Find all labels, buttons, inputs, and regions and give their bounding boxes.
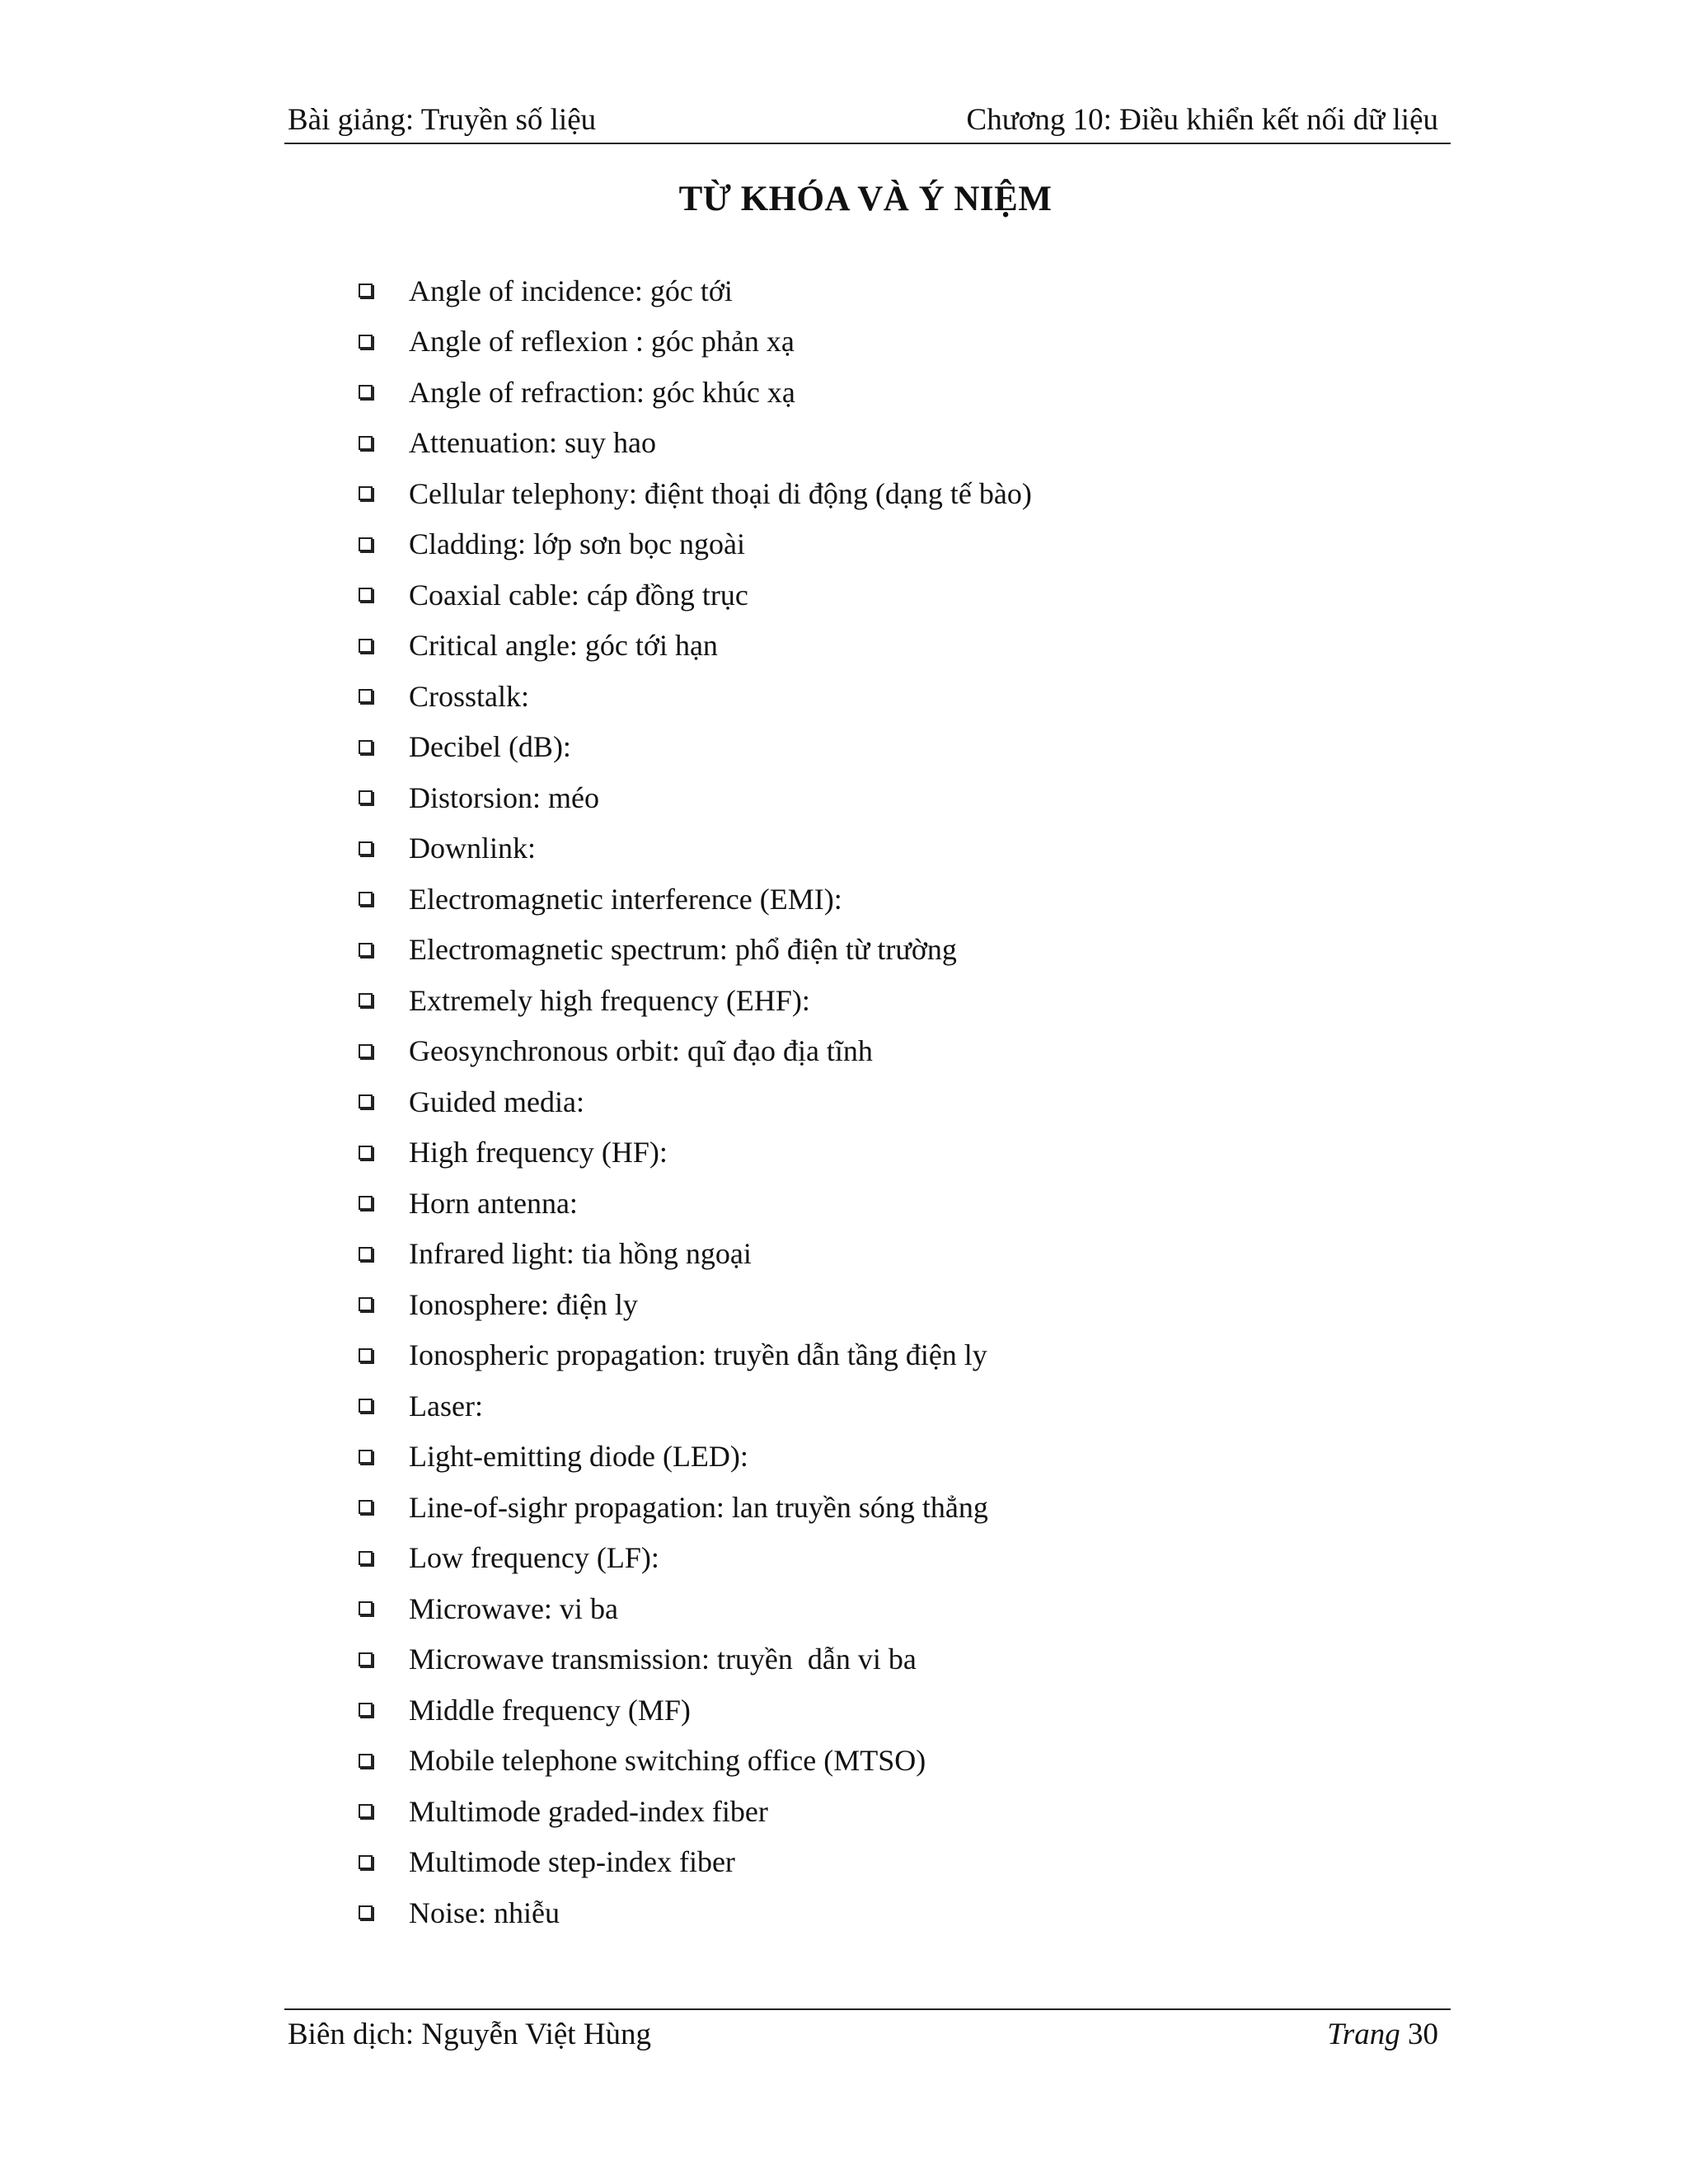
checkbox-bullet-icon (359, 1399, 373, 1413)
checkbox-bullet-icon (359, 1551, 373, 1565)
list-item (359, 468, 1032, 519)
checkbox-bullet-icon (359, 537, 373, 551)
list-item (359, 722, 1032, 773)
header-course-title: Bài giảng: Truyền số liệu (288, 103, 597, 137)
list-item (359, 569, 1032, 621)
checkbox-bullet-icon (359, 1146, 373, 1160)
list-item-text: Ionospheric propagation: truyền dẫn tầng điện ly (409, 1338, 987, 1372)
checkbox-bullet-icon (359, 1297, 373, 1311)
checkbox-bullet-icon (359, 790, 373, 804)
list-item-text: Critical angle: góc tới hạn (409, 629, 718, 663)
list-item-text: Attenuation: suy hao (409, 426, 656, 460)
list-item-text: Guided media: (409, 1085, 584, 1118)
list-item (359, 1330, 1032, 1381)
list-item (359, 925, 1032, 976)
checkbox-bullet-icon (359, 943, 373, 957)
list-item (359, 1786, 1032, 1837)
list-item-text: Distorsion: méo (409, 780, 599, 814)
checkbox-bullet-icon (359, 1247, 373, 1261)
list-item (359, 1076, 1032, 1127)
footer-page-number (1327, 2010, 1438, 2060)
checkbox-bullet-icon (359, 892, 373, 906)
checkbox-bullet-icon (359, 1703, 373, 1717)
list-item-text: Mobile telephone switching office (MTSO) (409, 1744, 926, 1778)
list-item-text: Light-emitting diode (LED): (409, 1440, 748, 1474)
checkbox-bullet-icon (359, 993, 373, 1007)
checkbox-bullet-icon (359, 841, 373, 855)
list-item (359, 1837, 1032, 1888)
list-item (359, 1279, 1032, 1330)
list-item (359, 874, 1032, 925)
list-item (359, 1533, 1032, 1584)
page-footer (284, 2008, 1451, 2060)
list-item-text: Extremely high frequency (EHF): (409, 983, 810, 1017)
list-item (359, 823, 1032, 874)
list-item (359, 1482, 1032, 1533)
footer-translator: Biên dịch: Nguyễn Việt Hùng (288, 2018, 652, 2051)
checkbox-bullet-icon (359, 588, 373, 602)
list-item-text: Laser: (409, 1389, 483, 1422)
checkbox-bullet-icon (359, 486, 373, 500)
list-item (359, 1026, 1032, 1077)
list-item-text: Multimode graded-index fiber (409, 1794, 768, 1828)
list-item-text: Angle of refraction: góc khúc xạ (409, 375, 795, 409)
list-item-text: Geosynchronous orbit: quĩ đạo địa tĩnh (409, 1034, 873, 1068)
list-item (359, 367, 1032, 418)
list-item-text: High frequency (HF): (409, 1136, 668, 1169)
list-item-text: Angle of incidence: góc tới (409, 274, 733, 307)
list-item-text: Electromagnetic spectrum: phổ điện từ trường (409, 933, 957, 967)
checkbox-bullet-icon (359, 740, 373, 754)
list-item-text: Crosstalk: (409, 679, 530, 713)
checkbox-bullet-icon (359, 1905, 373, 1919)
checkbox-bullet-icon (359, 284, 373, 298)
list-item (359, 671, 1032, 722)
checkbox-bullet-icon (359, 1094, 373, 1108)
list-item (359, 265, 1032, 316)
list-item-text: Microwave transmission: truyền dẫn vi ba (409, 1643, 917, 1676)
checkbox-bullet-icon (359, 1754, 373, 1768)
list-item (359, 975, 1032, 1026)
checkbox-bullet-icon (359, 1652, 373, 1666)
list-item (359, 1685, 1032, 1736)
list-item-text: Middle frequency (MF) (409, 1693, 691, 1727)
list-item (359, 418, 1032, 469)
list-item (359, 1127, 1032, 1179)
list-item (359, 1736, 1032, 1787)
checkbox-bullet-icon (359, 1450, 373, 1464)
list-item-text: Cladding: lớp sơn bọc ngoài (409, 527, 746, 561)
list-item-text: Angle of reflexion : góc phản xạ (409, 325, 795, 359)
list-item (359, 621, 1032, 672)
list-item-text: Cellular telephony: điệnt thoại di động (dạng tế bào) (409, 476, 1032, 510)
page-header (284, 97, 1451, 144)
list-item (359, 519, 1032, 570)
list-item-text: Electromagnetic interference (EMI): (409, 882, 842, 916)
list-item (359, 316, 1032, 368)
list-item-text: Downlink: (409, 832, 537, 865)
checkbox-bullet-icon (359, 689, 373, 703)
header-chapter-title: Chương 10: Điều khiển kết nối dữ liệu (966, 103, 1438, 137)
checkbox-bullet-icon (359, 1601, 373, 1615)
checkbox-bullet-icon (359, 1196, 373, 1210)
list-item (359, 1583, 1032, 1634)
page-title: TỪ KHÓA VÀ Ý NIỆM (678, 180, 1053, 218)
list-item (359, 1178, 1032, 1229)
checkbox-bullet-icon (359, 1348, 373, 1362)
checkbox-bullet-icon (359, 639, 373, 653)
list-item (359, 772, 1032, 823)
list-item-text: Microwave: vi ba (409, 1591, 618, 1625)
list-item (359, 1380, 1032, 1432)
list-item-text: Coaxial cable: cáp đồng trục (409, 578, 748, 612)
list-item (359, 1887, 1032, 1938)
checkbox-bullet-icon (359, 385, 373, 399)
page-label: Trang (1327, 2018, 1400, 2051)
list-item (359, 1634, 1032, 1685)
list-item-text: Decibel (dB): (409, 730, 571, 764)
list-item-text: Low frequency (LF): (409, 1541, 659, 1575)
list-item (359, 1229, 1032, 1280)
list-item-text: Ionosphere: điện ly (409, 1287, 638, 1321)
keyword-list (359, 265, 1032, 1938)
checkbox-bullet-icon (359, 1500, 373, 1514)
page-number: 30 (1408, 2018, 1438, 2051)
checkbox-bullet-icon (359, 335, 373, 349)
list-item-text: Noise: nhiễu (409, 1896, 560, 1929)
list-item-text: Line-of-sighr propagation: lan truyền sóng thẳng (409, 1490, 988, 1524)
checkbox-bullet-icon (359, 1804, 373, 1818)
list-item-text: Infrared light: tia hồng ngoại (409, 1237, 752, 1271)
checkbox-bullet-icon (359, 1044, 373, 1058)
checkbox-bullet-icon (359, 1855, 373, 1869)
checkbox-bullet-icon (359, 436, 373, 450)
list-item-text: Multimode step-index fiber (409, 1845, 735, 1879)
list-item (359, 1432, 1032, 1483)
list-item-text: Horn antenna: (409, 1186, 578, 1220)
